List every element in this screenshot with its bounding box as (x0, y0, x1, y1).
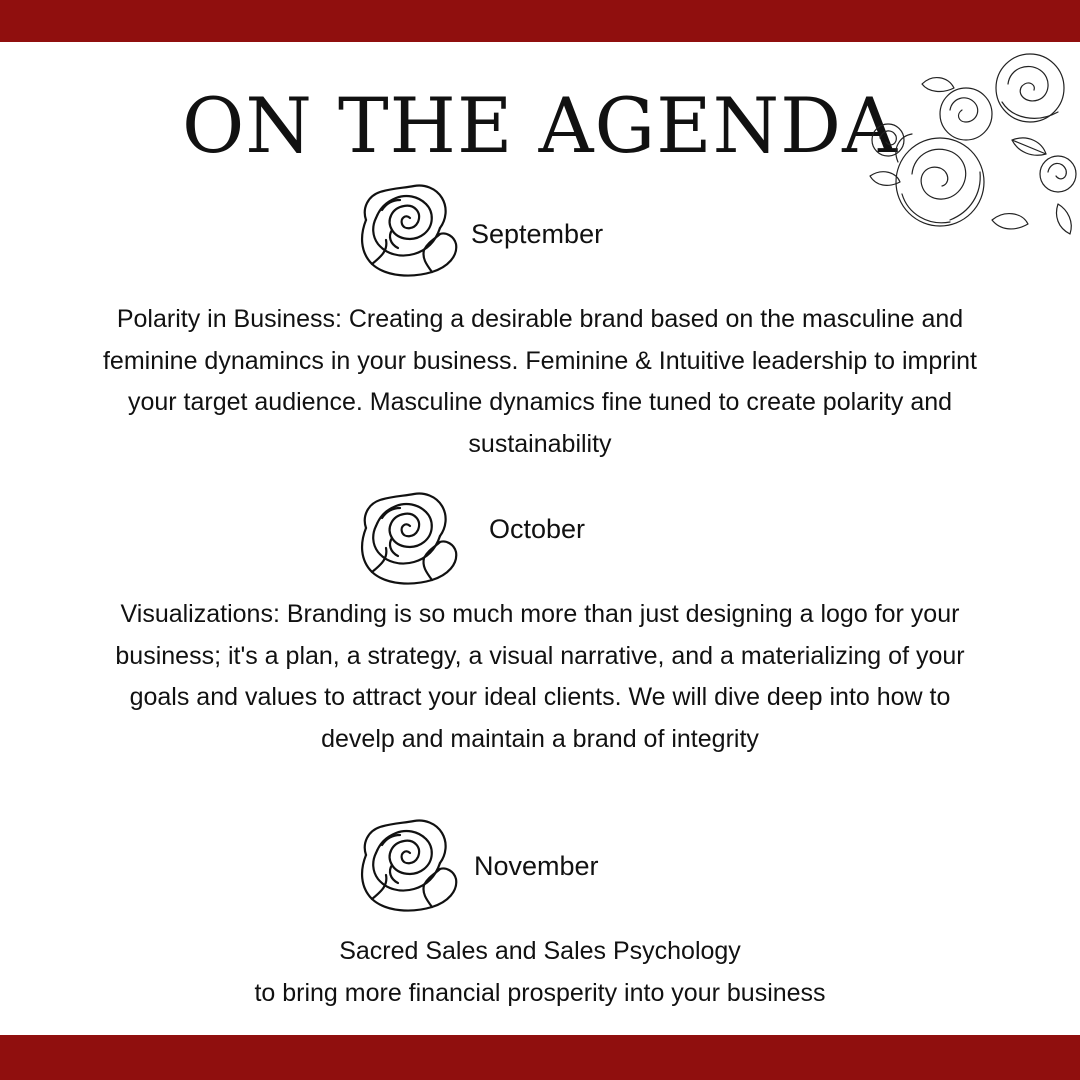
rose-icon (352, 180, 462, 280)
month-october: October (489, 514, 586, 544)
bottom-accent-band (0, 1035, 1080, 1080)
page-title: ON THE AGENDA (182, 81, 898, 170)
month-november: November (474, 851, 599, 881)
agenda-description-september: Polarity in Business: Creating a desirable brand based on the masculine and feminine dynamincs in your business. Feminine & Intuitive leadership to imprint your target audience. Masculine dynamics fine tuned to create polarity and sustainability (102, 305, 978, 458)
agenda-description-october: Visualizations: Branding is so much more than just designing a logo for your business; it's a plan, a strategy, a visual narrative, and a materializing of your goals and values to attract your ideal clients. We will dive deep into how to develp and maintain a brand of integrity (115, 600, 965, 753)
rose-icon (352, 488, 462, 588)
month-september: September (471, 219, 604, 249)
top-accent-band (0, 0, 1080, 42)
rose-icon (352, 815, 462, 915)
november-description-line-1: Sacred Sales and Sales Psychology (339, 937, 741, 965)
agenda-description-november (100, 931, 980, 1014)
november-description-line-2: to bring more financial prosperity into your business (254, 978, 826, 1007)
rose-bouquet-icon (862, 44, 1080, 244)
